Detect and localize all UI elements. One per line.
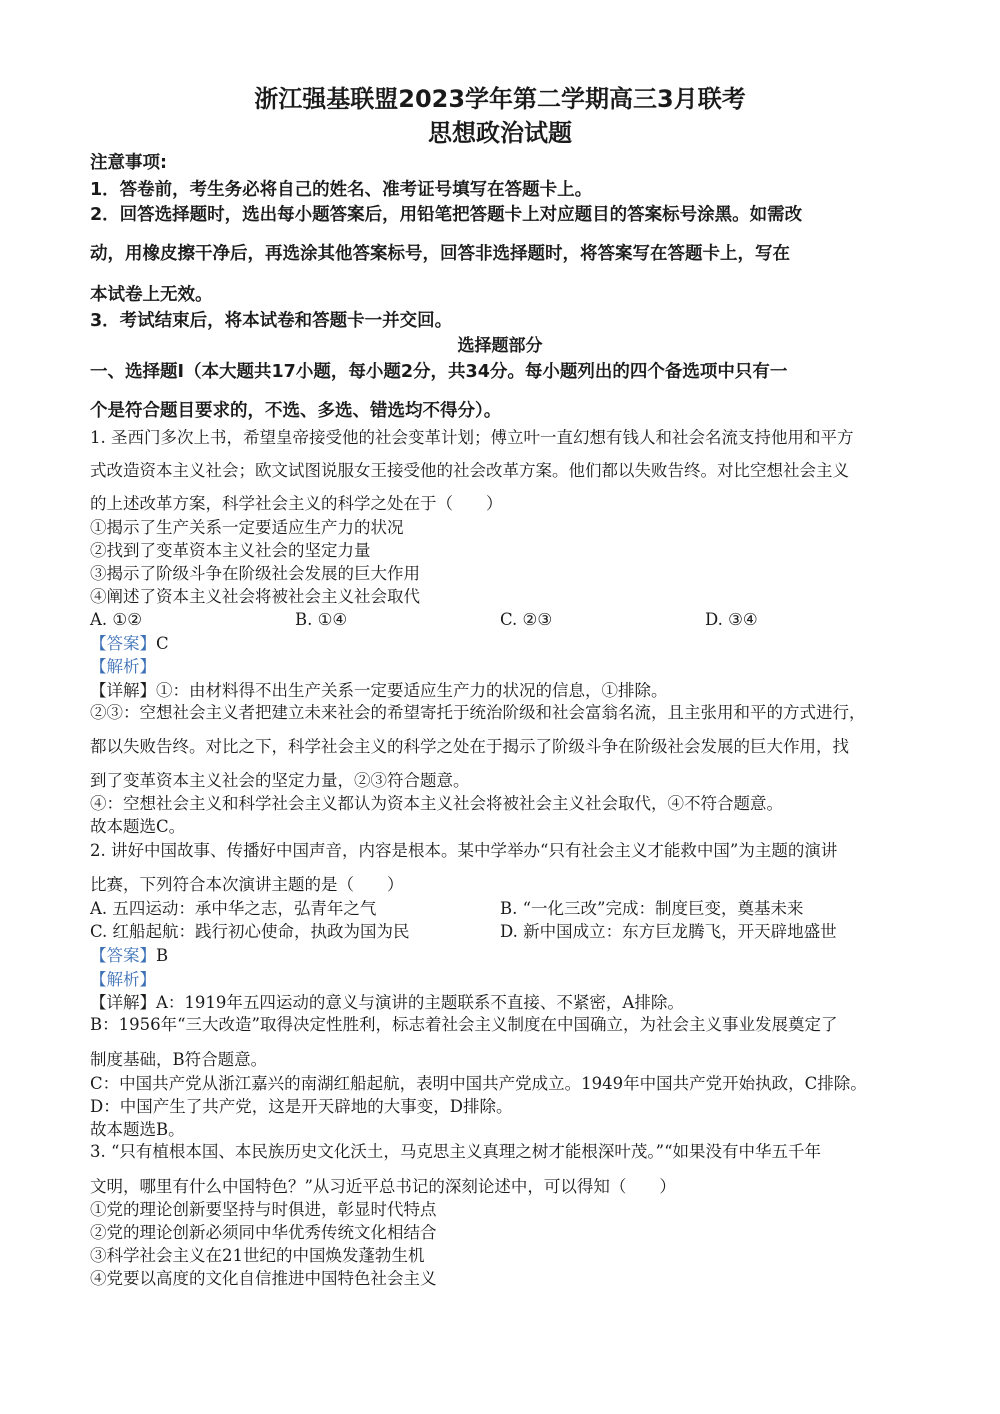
q1-item: ②找到了变革资本主义社会的坚定力量 [90,541,371,560]
q1-item: ④阐述了资本主义社会将被社会主义社会取代 [90,587,420,606]
q2-stem: 2. 讲好中国故事、传播好中国声音，内容是根本。某中学举办“只有社会主义才能救中国”为主题的演讲 [90,841,838,860]
notice-line: 1．答卷前，考生务必将自己的姓名、准考证号填写在答题卡上。 [90,180,593,200]
section-intro: 一、选择题Ⅰ（本大题共17小题，每小题2分，共34分。每小题列出的四个备选项中只有一 [90,362,788,382]
q1-analysis-label: 【解析】 [90,657,156,676]
notice-line: 动，用橡皮擦干净后，再选涂其他答案标号，回答非选择题时，将答案写在答题卡上，写在 [90,244,790,264]
q1-answer [90,634,169,654]
q3-item: ③科学社会主义在21世纪的中国焕发蓬勃生机 [90,1246,425,1265]
q1-item: ③揭示了阶级斗争在阶级社会发展的巨大作用 [90,564,420,583]
answer-value: B [156,946,169,965]
q2-stem: 比赛，下列符合本次演讲主题的是（ ） [90,875,404,894]
q1-option-b: B. ①④ [295,610,348,629]
q1-item: ①揭示了生产关系一定要适应生产力的状况 [90,518,404,537]
notice-line: 本试卷上无效。 [90,285,213,305]
q2-detail: 【详解】A：1919年五四运动的意义与演讲的主题联系不直接、不紧密，A排除。 [90,993,684,1012]
q1-detail: 都以失败告终。对比之下，科学社会主义的科学之处在于揭示了阶级斗争在阶级社会发展的巨大作用，找 [90,737,849,756]
section-title: 选择题部分 [457,336,543,356]
q2-detail: 故本题选B。 [90,1120,185,1139]
q1-option-d: D. ③④ [705,610,758,629]
q1-detail: 故本题选C。 [90,817,186,836]
q3-item: ①党的理论创新要坚持与时俱进，彰显时代特点 [90,1200,437,1219]
q1-detail: ②③：空想社会主义者把建立未来社会的希望寄托于统治阶级和社会富翁名流，且主张用和平的方式进行， [90,703,866,722]
q3-stem: 文明，哪里有什么中国特色？”从习近平总书记的深刻论述中，可以得知（ ） [90,1177,676,1196]
q2-option-a: A. 五四运动：承中华之志，弘青年之气 [90,899,377,918]
q1-option-a: A. ①② [90,610,142,629]
q2-option-c: C. 红船起航：践行初心使命，执政为国为民 [90,922,410,941]
section-intro: 个是符合题目要求的，不选、多选、错选均不得分）。 [90,401,502,421]
exam-subtitle: 思想政治试题 [428,119,572,147]
answer-label: 【答案】 [90,946,156,965]
q2-option-b: B. “一化三改”完成：制度巨变，奠基未来 [500,899,804,918]
exam-title: 浙江强基联盟2023学年第二学期高三3月联考 [254,85,746,113]
q2-detail: B：1956年“三大改造”取得决定性胜利，标志着社会主义制度在中国确立，为社会主义事业发展奠定了 [90,1015,838,1034]
q2-detail: 制度基础，B符合题意。 [90,1050,268,1069]
q1-option-c: C. ②③ [500,610,553,629]
notice-heading: 注意事项: [90,153,167,173]
q2-detail: D：中国产生了共产党，这是开天辟地的大事变，D排除。 [90,1097,513,1116]
notice-line: 2．回答选择题时，选出每小题答案后，用铅笔把答题卡上对应题目的答案标号涂黑。如需改 [90,205,803,225]
q2-option-d: D. 新中国成立：东方巨龙腾飞，开天辟地盛世 [500,922,837,941]
answer-value: C [156,634,169,653]
q1-detail: ④：空想社会主义和科学社会主义都认为资本主义社会将被社会主义社会取代，④不符合题意。 [90,794,783,813]
q1-stem: 的上述改革方案，科学社会主义的科学之处在于（ ） [90,494,503,513]
q3-item: ④党要以高度的文化自信推进中国特色社会主义 [90,1269,437,1288]
q3-stem: 3. “只有植根本国、本民族历史文化沃土，马克思主义真理之树才能根深叶茂。”“如果没有中华五千年 [90,1142,822,1161]
answer-label: 【答案】 [90,634,156,653]
notice-line: 3．考试结束后，将本试卷和答题卡一并交回。 [90,311,453,331]
q2-analysis-label: 【解析】 [90,970,156,989]
q1-stem: 1. 圣西门多次上书，希望皇帝接受他的社会变革计划；傅立叶一直幻想有钱人和社会名流支持他用和平方 [90,428,854,447]
q1-stem: 式改造资本主义社会；欧文试图说服女王接受他的社会改革方案。他们都以失败告终。对比空想社会主义 [90,461,849,480]
q2-detail: C：中国共产党从浙江嘉兴的南湖红船起航，表明中国共产党成立。1949年中国共产党开始执政，C排除。 [90,1074,867,1093]
q2-answer [90,946,168,966]
q3-item: ②党的理论创新必须同中华优秀传统文化相结合 [90,1223,437,1242]
q1-detail: 到了变革资本主义社会的坚定力量，②③符合题意。 [90,771,470,790]
q1-detail: 【详解】①：由材料得不出生产关系一定要适应生产力的状况的信息，①排除。 [90,681,668,700]
